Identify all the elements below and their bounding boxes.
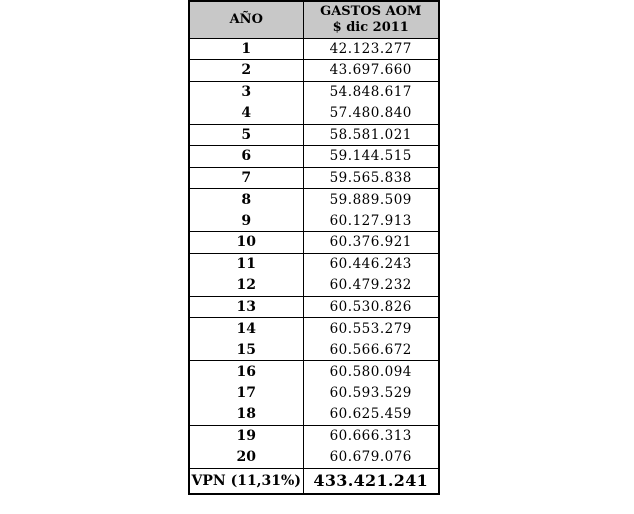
year-cell: 3 — [189, 81, 303, 103]
table-row — [189, 382, 439, 404]
table-row — [189, 447, 439, 469]
table-row — [189, 425, 439, 447]
table-row — [189, 318, 439, 340]
year-cell: 13 — [189, 296, 303, 318]
year-cell: 15 — [189, 339, 303, 361]
value-cell: 60.679.076 — [329, 449, 412, 465]
value-cell: 60.566.672 — [329, 341, 412, 358]
value-cell: 42.123.277 — [303, 38, 439, 60]
table-row — [189, 38, 439, 60]
value-cell: 60.530.826 — [303, 296, 439, 318]
table-row — [189, 253, 439, 275]
header-row — [189, 1, 439, 38]
table-row — [189, 296, 439, 318]
year-cell: 20 — [189, 447, 303, 469]
table-row — [189, 124, 439, 146]
year-cell: 7 — [189, 167, 303, 189]
year-cell: 1 — [189, 38, 303, 60]
table-row — [189, 232, 439, 254]
table-row — [189, 210, 439, 232]
table-row — [189, 81, 439, 103]
year-cell: 14 — [189, 318, 303, 340]
table-row — [189, 275, 439, 297]
value-cell: 43.697.660 — [303, 60, 439, 82]
value-cell: 60.479.232 — [329, 277, 412, 293]
year-cell: 18 — [189, 404, 303, 426]
value-cell: 60.553.279 — [303, 318, 439, 340]
value-cell: 60.580.094 — [303, 361, 439, 383]
value-cell: 59.889.509 — [303, 189, 439, 211]
vpn-row — [189, 468, 439, 494]
value-cell: 59.565.838 — [303, 167, 439, 189]
year-cell: 9 — [189, 210, 303, 232]
year-cell: 12 — [189, 275, 303, 297]
table-row — [189, 361, 439, 383]
column-header-gastos-line1: GASTOS AOM — [320, 3, 422, 19]
year-cell: 16 — [189, 361, 303, 383]
table-row — [189, 404, 439, 426]
column-header-ano: AÑO — [189, 1, 303, 38]
value-cell: 57.480.840 — [329, 105, 412, 121]
table-row — [189, 103, 439, 125]
column-header-gastos-aom — [303, 1, 439, 38]
value-cell: 60.666.313 — [303, 425, 439, 447]
table-body — [189, 38, 439, 468]
year-cell: 6 — [189, 146, 303, 168]
column-header-gastos-line2: $ dic 2011 — [332, 19, 409, 35]
year-cell: 10 — [189, 232, 303, 254]
value-cell: 60.625.459 — [329, 406, 412, 422]
gastos-aom-table — [188, 0, 440, 495]
year-cell: 5 — [189, 124, 303, 146]
year-cell: 11 — [189, 253, 303, 275]
value-cell: 59.144.515 — [303, 146, 439, 168]
value-cell: 60.593.529 — [329, 384, 412, 401]
table-row — [189, 146, 439, 168]
table-row — [189, 167, 439, 189]
vpn-label: VPN (11,31%) — [189, 468, 303, 494]
year-cell: 8 — [189, 189, 303, 211]
vpn-value: 433.421.241 — [303, 468, 439, 494]
table-row — [189, 60, 439, 82]
table-row — [189, 189, 439, 211]
value-cell: 54.848.617 — [303, 81, 439, 103]
value-cell: 58.581.021 — [303, 124, 439, 146]
year-cell: 19 — [189, 425, 303, 447]
year-cell: 4 — [189, 103, 303, 125]
value-cell: 60.376.921 — [303, 232, 439, 254]
value-cell: 60.446.243 — [303, 253, 439, 275]
table-row — [189, 339, 439, 361]
year-cell: 2 — [189, 60, 303, 82]
value-cell: 60.127.913 — [329, 212, 412, 229]
year-cell: 17 — [189, 382, 303, 404]
